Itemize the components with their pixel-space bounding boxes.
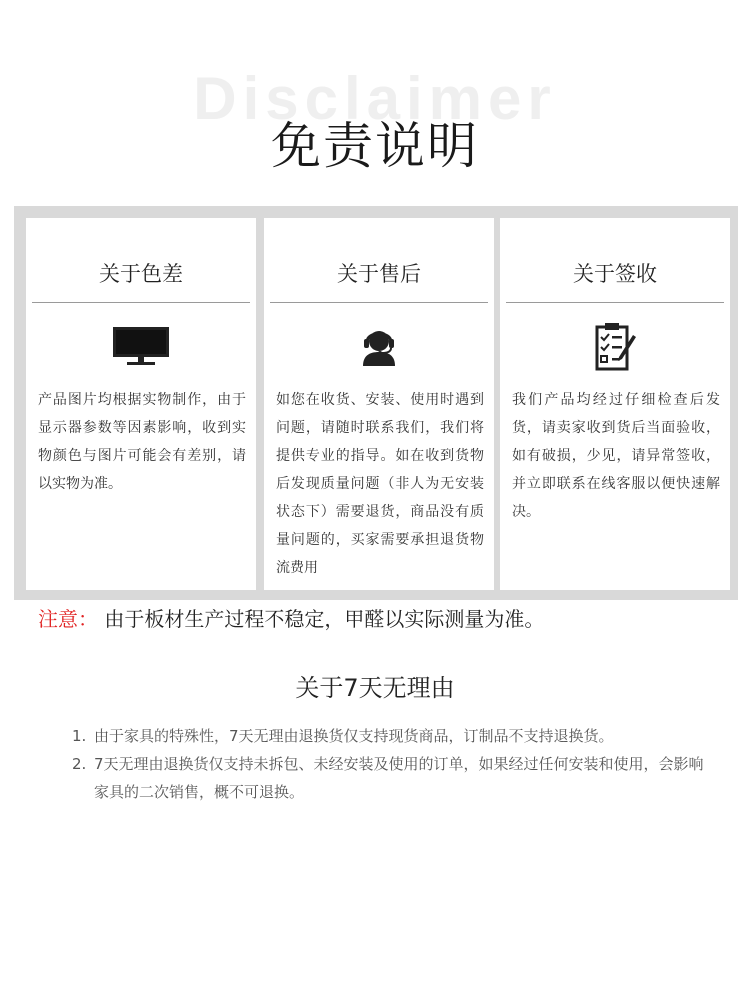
background-title-watermark: Disclaimer bbox=[193, 65, 557, 132]
list-item bbox=[72, 750, 712, 806]
divider bbox=[506, 302, 724, 303]
card-body-text: 产品图片均根据实物制作，由于显示器参数等因素影响，收到实物颜色与图片可能会有差别，请以实物为准。 bbox=[38, 392, 246, 492]
list-item-text: 7天无理由退换货仅支持未拆包、未经安装及使用的订单，如果经过任何安装和使用，会影响家具的二次销售，概不可退换。 bbox=[94, 755, 704, 801]
note-label: 注意： bbox=[38, 607, 98, 631]
divider bbox=[270, 302, 488, 303]
clipboard-checklist-icon bbox=[593, 321, 637, 371]
formaldehyde-note bbox=[38, 603, 544, 632]
list-item bbox=[72, 722, 712, 750]
card-title: 关于色差 bbox=[99, 262, 183, 286]
section-title-7-day-return: 关于7天无理由 bbox=[295, 674, 455, 702]
divider bbox=[32, 302, 250, 303]
list-number: 2. bbox=[72, 755, 87, 773]
list-number: 1. bbox=[72, 727, 87, 745]
card-body-text: 我们产品均经过仔细检查后发货，请卖家收到货后当面验收，如有破损，少见，请异常签收，并立即联系在线客服以便快速解决。 bbox=[512, 392, 720, 520]
note-text: 由于板材生产过程不稳定，甲醛以实际测量为准。 bbox=[104, 607, 545, 631]
card-sign-for-receipt bbox=[500, 218, 730, 590]
card-body-text: 如您在收货、安装、使用时遇到问题，请随时联系我们，我们将提供专业的指导。如在收到货物后发现质量问题（非人为无安装状态下）需要退货，商品没有质量问题的，买家需要承担退货物流费用 bbox=[276, 392, 484, 576]
monitor-icon bbox=[111, 325, 171, 367]
customer-service-icon bbox=[357, 324, 401, 368]
page-title: 免责说明 bbox=[271, 117, 479, 175]
card-after-sales bbox=[264, 218, 494, 590]
list-item-text: 由于家具的特殊性，7天无理由退换货仅支持现货商品，订制品不支持退换货。 bbox=[94, 727, 614, 745]
card-color-difference bbox=[26, 218, 256, 590]
card-title: 关于签收 bbox=[573, 262, 657, 286]
return-policy-list bbox=[72, 722, 712, 806]
card-title: 关于售后 bbox=[337, 262, 421, 286]
info-cards-panel bbox=[14, 206, 738, 600]
